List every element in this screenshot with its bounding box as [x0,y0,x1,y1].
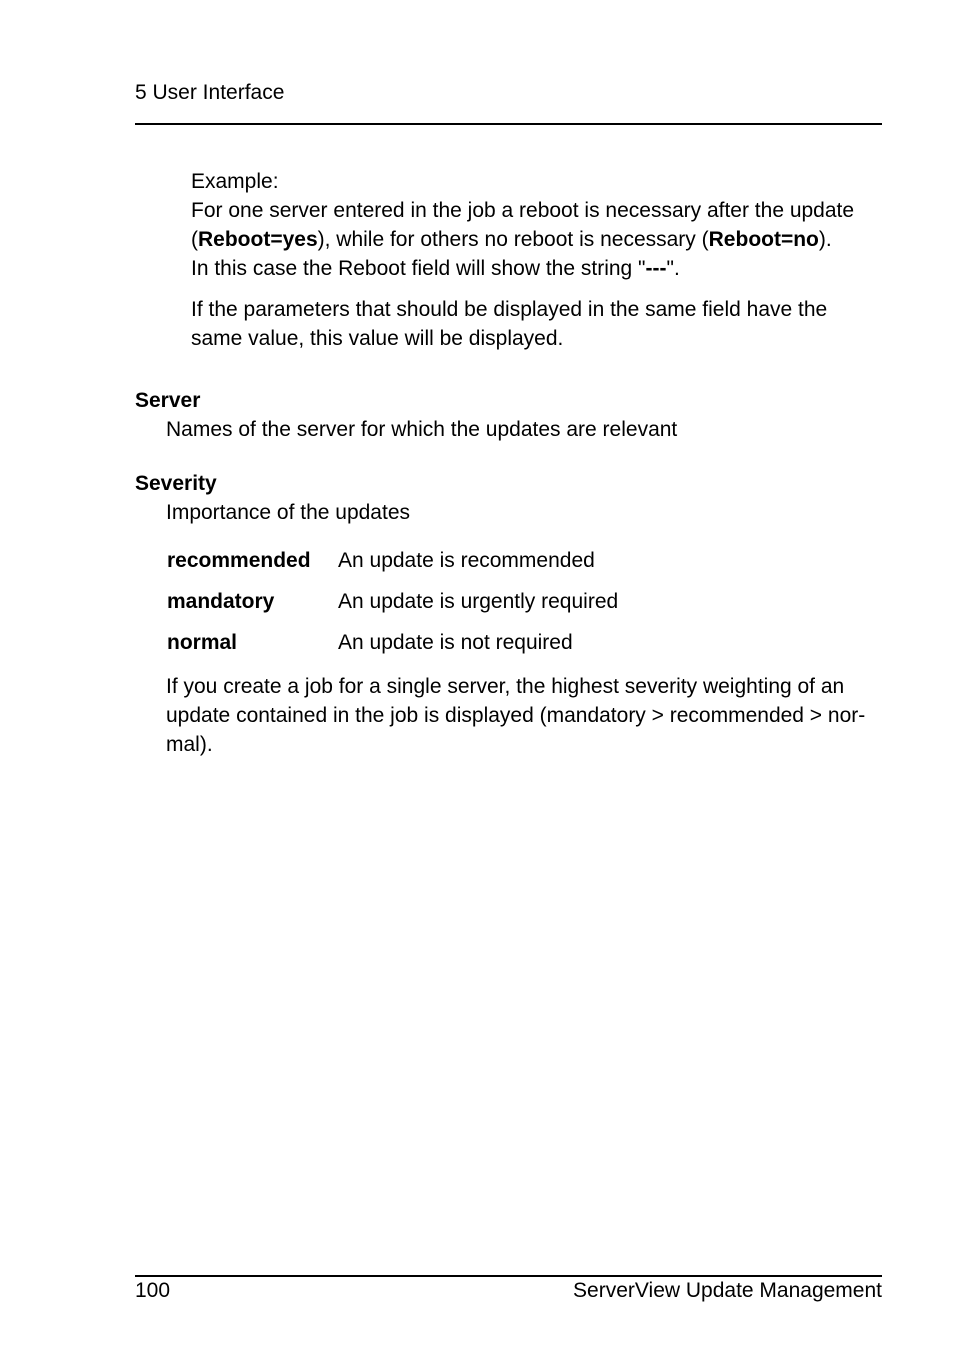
reboot-no-term: Reboot=no [708,228,819,251]
severity-description: Importance of the updates [166,501,410,524]
severity-definition: An update is recommended [338,549,595,572]
severity-definition: An update is not required [338,631,573,654]
severity-note [166,672,886,759]
example-para2-line-2: same value, this value will be displayed. [191,327,564,350]
severity-note-line-3: mal). [166,733,213,756]
server-description: Names of the server for which the updates are relevant [166,418,678,441]
page-number: 100 [135,1279,171,1302]
severity-term: normal [167,631,238,654]
reboot-yes-term: Reboot=yes [198,228,318,251]
header-divider [135,123,882,125]
severity-row-recommended [166,546,618,587]
severity-term: mandatory [167,590,275,613]
example-para2-line-1: If the parameters that should be displayed in the same field have the [191,298,828,321]
severity-table [166,546,618,669]
document-title: ServerView Update Management [573,1279,882,1302]
example-label: Example: [191,170,279,193]
severity-note-line-2: update contained in the job is displayed (mandatory > recommended > nor- [166,704,866,727]
severity-row-mandatory [166,587,618,628]
severity-note-line-1: If you create a job for a single server, the highest severity weighting of an [166,675,845,698]
severity-term: recommended [167,549,311,572]
example-line-1: For one server entered in the job a reboot is necessary after the update [191,199,855,222]
server-heading: Server [135,389,201,412]
example-line-2 [191,225,891,254]
text-fragment: ). [818,228,832,251]
severity-row-normal [166,628,618,669]
text-fragment: ". [666,257,680,280]
example-block [191,167,891,353]
text-fragment: ( [191,228,198,251]
dash-string: --- [645,257,667,280]
text-fragment: In this case the Reboot field will show the string " [191,257,646,280]
severity-heading: Severity [135,472,217,495]
example-line-3 [191,254,891,283]
severity-definition: An update is urgently required [338,590,619,613]
text-fragment: ), while for others no reboot is necessary ( [317,228,709,251]
running-header: 5 User Interface [135,81,285,104]
